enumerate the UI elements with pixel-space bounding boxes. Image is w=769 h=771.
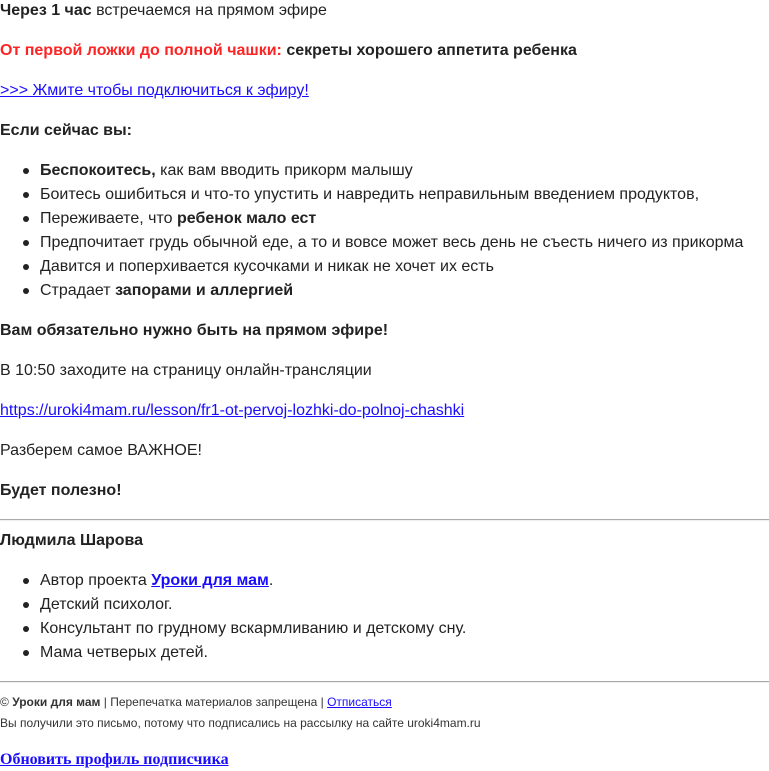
useful-text: Будет полезно! bbox=[0, 482, 122, 499]
role-text: Мама четверых детей. bbox=[40, 644, 208, 661]
concern-text: Давится и поперхивается кусочками и никак не хочет их есть bbox=[40, 258, 494, 275]
list-item bbox=[40, 184, 699, 206]
project-link[interactable]: Уроки для мам bbox=[151, 572, 269, 589]
list-item bbox=[40, 642, 208, 664]
list-item bbox=[40, 570, 273, 592]
broadcast-url-line bbox=[0, 400, 464, 422]
concern-bold: ребенок мало ест bbox=[177, 210, 317, 227]
list-item bbox=[40, 256, 494, 278]
concern-text: как вам вводить прикорм малышу bbox=[155, 162, 413, 179]
footer-reason: Вы получили это письмо, потому что подписались на рассылку на сайте uroki4mam.ru bbox=[0, 716, 481, 730]
role-text: Детский психолог. bbox=[40, 596, 173, 613]
list-item bbox=[40, 208, 316, 230]
unsubscribe-link[interactable]: Отписаться bbox=[327, 695, 392, 709]
intro-line bbox=[0, 0, 327, 22]
intro-rest: встречаемся на прямом эфире bbox=[91, 2, 327, 19]
footer-copyright-line bbox=[0, 694, 392, 710]
list-item bbox=[40, 280, 293, 302]
role-text: Консультант по грудному вскармливанию и детскому сну. bbox=[40, 620, 467, 637]
important-text: Разберем самое ВАЖНОЕ! bbox=[0, 442, 202, 459]
concern-bold: запорами и аллергией bbox=[115, 282, 294, 299]
must-attend-heading: Вам обязательно нужно быть на прямом эфире! bbox=[0, 322, 389, 339]
headline-red: От первой ложки до полной чашки: bbox=[0, 42, 282, 59]
concern-pre: Страдает bbox=[40, 282, 116, 299]
list-item bbox=[40, 160, 413, 182]
footer-reprint: | Перепечатка материалов запрещена | bbox=[100, 695, 328, 709]
list-item bbox=[40, 618, 466, 640]
divider bbox=[0, 519, 769, 521]
list-item bbox=[40, 232, 743, 254]
if-now-heading: Если сейчас вы: bbox=[0, 122, 133, 139]
intro-bold: Через 1 час bbox=[0, 2, 92, 19]
update-profile-line bbox=[0, 749, 229, 771]
project-pre: Автор проекта bbox=[40, 572, 152, 589]
concern-text: Боитесь ошибиться и что-то упустить и навредить неправильным введением продуктов, bbox=[40, 186, 700, 203]
headline-rest: секреты хорошего аппетита ребенка bbox=[281, 42, 577, 59]
project-post: . bbox=[268, 572, 274, 589]
list-item bbox=[40, 594, 172, 616]
author-name: Людмила Шарова bbox=[0, 532, 144, 549]
concern-bold: Беспокоитесь, bbox=[40, 162, 156, 179]
footer-brand: Уроки для мам bbox=[12, 695, 101, 709]
footer-divider bbox=[0, 681, 769, 683]
join-link-line bbox=[0, 80, 309, 102]
update-profile-link[interactable]: Обновить профиль подписчика bbox=[0, 751, 229, 768]
time-text: В 10:50 заходите на страницу онлайн-трансляции bbox=[0, 362, 372, 379]
concern-text: Предпочитает грудь обычной еде, а то и вовсе может весь день не съесть ничего из прикорма bbox=[40, 234, 744, 251]
copyright-symbol: © bbox=[0, 695, 9, 709]
concern-pre: Переживаете, что bbox=[40, 210, 178, 227]
broadcast-url-link[interactable]: https://uroki4mam.ru/lesson/fr1-ot-pervoj-lozhki-do-polnoj-chashki bbox=[0, 402, 465, 419]
join-broadcast-link[interactable]: >>> Жмите чтобы подключиться к эфиру! bbox=[0, 82, 309, 99]
headline bbox=[0, 40, 577, 62]
